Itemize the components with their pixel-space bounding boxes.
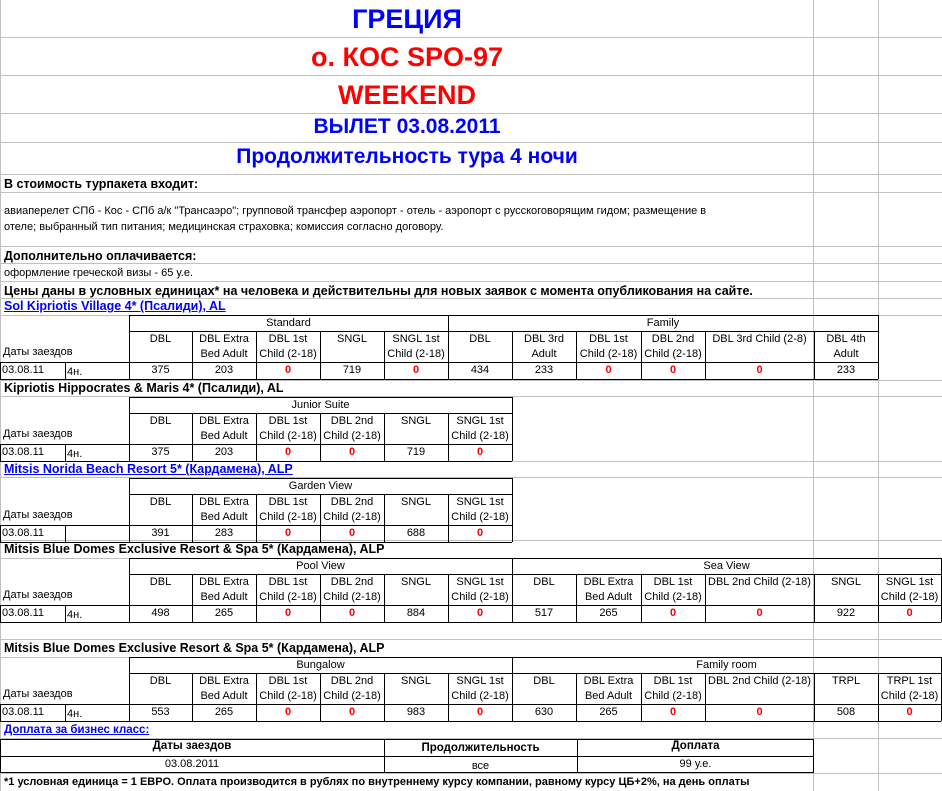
col-header-line1: DBL — [149, 576, 172, 588]
col-header-line1: SNGL — [337, 333, 367, 345]
col-header-line1: DBL 2nd — [330, 496, 374, 508]
price-value: 498 — [151, 607, 170, 619]
price-value: 0 — [412, 364, 420, 376]
price-value: 688 — [406, 527, 426, 539]
col-header-line1: SNGL 1st — [456, 675, 504, 687]
table-line — [878, 315, 879, 379]
col-header-line1: DBL 1st — [268, 576, 308, 588]
col-header-line2: Bed Adult — [200, 690, 248, 702]
col-header-line1: DBL 1st — [589, 333, 628, 345]
price-value: 265 — [599, 607, 618, 619]
business-surcharge: 99 у.е. — [679, 758, 712, 770]
price-value: 0 — [906, 607, 913, 619]
table-line — [65, 362, 66, 379]
table-line — [129, 315, 878, 316]
price-value: 0 — [476, 607, 484, 619]
table-line — [129, 397, 512, 398]
table-line — [65, 525, 66, 542]
col-header-line2: Bed Adult — [200, 348, 248, 360]
col-header-line2: Bed Adult — [584, 591, 633, 603]
table-line — [65, 605, 66, 622]
price-value: 0 — [476, 706, 484, 718]
col-header-line2: Child (2-18) — [880, 591, 939, 603]
col-header-line2: Child (2-18) — [323, 690, 381, 702]
col-header-line1: DBL — [149, 415, 172, 427]
price-value: 265 — [214, 706, 234, 718]
price-value: 0 — [756, 607, 763, 619]
col-header-line2: Child (2-18) — [451, 591, 509, 603]
included-heading: В стоимость турпакета входит: — [4, 177, 199, 191]
col-header-line1: SNGL 1st — [885, 576, 934, 588]
table-line — [129, 478, 512, 479]
col-header-line2: Child (2-18) — [579, 348, 638, 360]
col-header-line2: Child (2-18) — [259, 690, 317, 702]
table-line — [0, 379, 878, 380]
table-line — [65, 444, 66, 461]
nights: 4н. — [67, 609, 83, 621]
col-header-line2: Bed Adult — [200, 511, 248, 523]
price-value: 0 — [669, 364, 677, 376]
col-header-line1: DBL — [149, 675, 172, 687]
table-line — [0, 525, 1, 542]
col-header-line1: SNGL 1st — [456, 576, 504, 588]
room-group-label: Standard — [266, 317, 311, 329]
col-header-line2: Child (2-18) — [387, 348, 445, 360]
dates-label: Даты заездов — [3, 688, 73, 700]
nights: 4н. — [67, 366, 83, 378]
col-header-line1: DBL Extra — [199, 415, 249, 427]
price-value: 630 — [534, 706, 554, 718]
col-header-line1: DBL — [149, 496, 172, 508]
arrival-date: 03.08.11 — [2, 446, 45, 458]
col-header-line2: Adult — [833, 348, 859, 360]
dates-label: Даты заездов — [3, 589, 73, 601]
hotel-name: Mitsis Blue Domes Exclusive Resort & Spa 5* (Кардамена), ALP — [4, 641, 385, 655]
table-line — [0, 444, 1, 461]
col-header-line1: TRPL 1st — [886, 675, 933, 687]
col-header-line1: DBL 3rd — [524, 333, 564, 345]
price-value: 233 — [534, 364, 554, 376]
room-group-label: Family — [646, 317, 680, 329]
dates-label: Даты заездов — [3, 346, 73, 358]
included-line-1: авиаперелет СПб - Кос - СПб а/к "Трансаэро"; групповой трансфер аэропорт - отель - аэропорт с русскоговорящим гидом; размещение в — [4, 205, 707, 217]
price-value: 884 — [406, 607, 426, 619]
hotel-name[interactable]: Mitsis Norida Beach Resort 5* (Кардамена), ALP — [4, 462, 293, 476]
col-header-line1: DBL 1st — [268, 675, 308, 687]
price-note: Цены даны в условных единицах* на человека и действительны для новых заявок с момента опубликования на сайте. — [4, 284, 753, 298]
table-line — [0, 704, 1, 721]
col-header-line2: Bed Adult — [584, 690, 633, 702]
arrival-date: 03.08.11 — [2, 607, 45, 619]
arrival-date: 03.08.11 — [2, 364, 45, 376]
business-heading: Доплата за бизнес класс: — [4, 724, 150, 736]
col-header-line1: DBL Extra — [199, 496, 249, 508]
col-header-line2: Child (2-18) — [259, 430, 317, 442]
col-header-line1: SNGL — [401, 576, 431, 588]
room-group-label: Sea View — [703, 560, 750, 572]
col-header-line1: SNGL — [401, 496, 431, 508]
price-value: 233 — [836, 364, 856, 376]
table-line — [0, 362, 1, 379]
room-group-label: Family room — [696, 659, 757, 671]
col-header-line1: DBL Extra — [199, 675, 249, 687]
col-header-line1: DBL 2nd — [330, 576, 374, 588]
price-value: 719 — [342, 364, 362, 376]
price-value: 0 — [348, 706, 356, 718]
included-line-2: отеле; выбранный тип питания; медицинская страховка; комиссия согласно договору. — [4, 221, 444, 233]
col-header-line1: DBL 1st — [268, 496, 308, 508]
price-value: 0 — [669, 607, 677, 619]
business-col-dates: Даты заездов — [152, 740, 232, 752]
col-header-line1: DBL — [533, 576, 555, 588]
col-header-line1: SNGL — [401, 675, 431, 687]
price-value: 553 — [151, 706, 170, 718]
hotel-name[interactable]: Sol Kipriotis Village 4* (Псалиди), AL — [4, 299, 226, 313]
price-value: 434 — [470, 364, 490, 376]
col-header-line2: Child (2-18) — [880, 690, 939, 702]
visa-note: оформление греческой визы - 65 у.е. — [4, 267, 194, 279]
table-line — [0, 622, 941, 623]
price-value: 0 — [284, 706, 292, 718]
price-value: 0 — [284, 364, 292, 376]
col-header-line2: Child (2-18) — [323, 511, 381, 523]
price-value: 375 — [151, 446, 170, 458]
col-header-line1: SNGL 1st — [456, 496, 504, 508]
col-header-line2: Child (2-18) — [451, 430, 509, 442]
col-header-line1: DBL 1st — [653, 675, 693, 687]
col-header-line2: Bed Adult — [200, 430, 248, 442]
price-value: 517 — [534, 607, 554, 619]
col-header-line2: Child (2-18) — [323, 591, 381, 603]
col-header-line1: SNGL 1st — [456, 415, 504, 427]
country-title: ГРЕЦИЯ — [352, 4, 462, 34]
price-value: 203 — [214, 364, 234, 376]
price-value: 391 — [151, 527, 170, 539]
hotel-name: Kipriotis Hippocrates & Maris 4* (Псалиди), AL — [4, 381, 284, 395]
price-value: 0 — [284, 607, 292, 619]
arrival-date: 03.08.11 — [2, 527, 45, 539]
col-header-line2: Child (2-18) — [644, 690, 702, 702]
business-col-duration: Продолжительность — [421, 742, 540, 754]
duration-title: Продолжительность тура 4 ночи — [236, 145, 578, 168]
dates-label: Даты заездов — [3, 428, 73, 440]
col-header-line1: DBL 1st — [268, 333, 308, 345]
col-header-line1: DBL 2nd — [651, 333, 695, 345]
col-header-line1: DBL Extra — [583, 576, 634, 588]
col-header-line2: Child (2-18) — [259, 511, 317, 523]
col-header-line1: DBL — [469, 333, 491, 345]
price-value: 0 — [605, 364, 612, 376]
room-group-label: Pool View — [296, 560, 345, 572]
price-value: 203 — [214, 446, 234, 458]
offer-title: WEEKEND — [337, 80, 476, 110]
col-header-line2: Child (2-18) — [451, 511, 509, 523]
table-line — [129, 657, 941, 658]
col-header-line1: SNGL — [401, 415, 431, 427]
price-value: 0 — [906, 706, 913, 718]
price-value: 0 — [348, 607, 356, 619]
col-header-line2: Child (2-18) — [644, 348, 702, 360]
col-header-line1: DBL Extra — [199, 333, 249, 345]
price-value: 265 — [599, 706, 618, 718]
table-line — [65, 704, 66, 721]
room-group-label: Garden View — [288, 480, 353, 492]
price-value: 0 — [756, 706, 763, 718]
business-duration: все — [471, 760, 490, 772]
col-header-line1: DBL 2nd Child (2-18) — [708, 576, 811, 588]
price-value: 0 — [348, 446, 356, 458]
price-value: 375 — [151, 364, 170, 376]
col-header-line1: DBL Extra — [583, 675, 634, 687]
col-header-line1: DBL 2nd — [330, 415, 374, 427]
col-header-line1: SNGL 1st — [392, 333, 440, 345]
room-group-label: Bungalow — [296, 659, 345, 671]
price-value: 508 — [836, 706, 856, 718]
col-header-line1: TRPL — [831, 675, 861, 687]
col-header-line1: DBL 4th — [826, 333, 866, 345]
col-header-line1: DBL 2nd — [330, 675, 374, 687]
col-header-line1: DBL Extra — [199, 576, 249, 588]
dates-label: Даты заездов — [3, 509, 73, 521]
departure-title: ВЫЛЕТ 03.08.2011 — [313, 115, 501, 138]
price-value: 0 — [284, 446, 292, 458]
price-value: 0 — [476, 446, 484, 458]
col-header-line2: Bed Adult — [200, 591, 248, 603]
price-value: 922 — [836, 607, 856, 619]
col-header-line1: DBL — [149, 333, 172, 345]
col-header-line2: Child (2-18) — [323, 430, 381, 442]
price-value: 0 — [476, 527, 484, 539]
extra-heading: Дополнительно оплачивается: — [4, 249, 197, 263]
arrival-date: 03.08.11 — [2, 706, 45, 718]
room-group-label: Junior Suite — [291, 399, 350, 411]
col-header-line2: Adult — [531, 348, 557, 360]
price-value: 0 — [348, 527, 356, 539]
price-value: 0 — [756, 364, 763, 376]
col-header-line2: Child (2-18) — [451, 690, 509, 702]
business-col-surcharge: Доплата — [671, 740, 720, 752]
table-line — [129, 558, 941, 559]
hotel-name: Mitsis Blue Domes Exclusive Resort & Spa 5* (Кардамена), ALP — [4, 542, 385, 556]
nights: 4н. — [67, 448, 83, 460]
col-header-line2: Child (2-18) — [259, 348, 317, 360]
price-value: 265 — [214, 607, 234, 619]
table-line — [0, 605, 1, 622]
col-header-line2: Child (2-18) — [259, 591, 317, 603]
table-line — [512, 478, 513, 542]
table-line — [0, 721, 941, 722]
price-value: 719 — [406, 446, 426, 458]
island-title: о. КОС SPO-97 — [310, 42, 504, 72]
business-date: 03.08.2011 — [164, 758, 220, 770]
col-header-line1: SNGL — [831, 576, 861, 588]
col-header-line1: DBL 3rd Child (2-8) — [712, 333, 807, 345]
col-header-line1: DBL 1st — [653, 576, 693, 588]
nights: 4н. — [67, 708, 83, 720]
price-value: 983 — [406, 706, 426, 718]
table-line — [512, 397, 513, 461]
col-header-line1: DBL 2nd Child (2-18) — [708, 675, 811, 687]
footnote: *1 условная единица = 1 ЕВРО. Оплата производится в рублях по внутреннему курсу компании, равному курсу ЦБ+2%, на день оплаты — [4, 776, 750, 788]
col-header-line1: DBL — [533, 675, 555, 687]
price-value: 0 — [669, 706, 677, 718]
price-value: 283 — [214, 527, 234, 539]
price-value: 0 — [284, 527, 292, 539]
col-header-line2: Child (2-18) — [644, 591, 702, 603]
col-header-line1: DBL 1st — [268, 415, 308, 427]
